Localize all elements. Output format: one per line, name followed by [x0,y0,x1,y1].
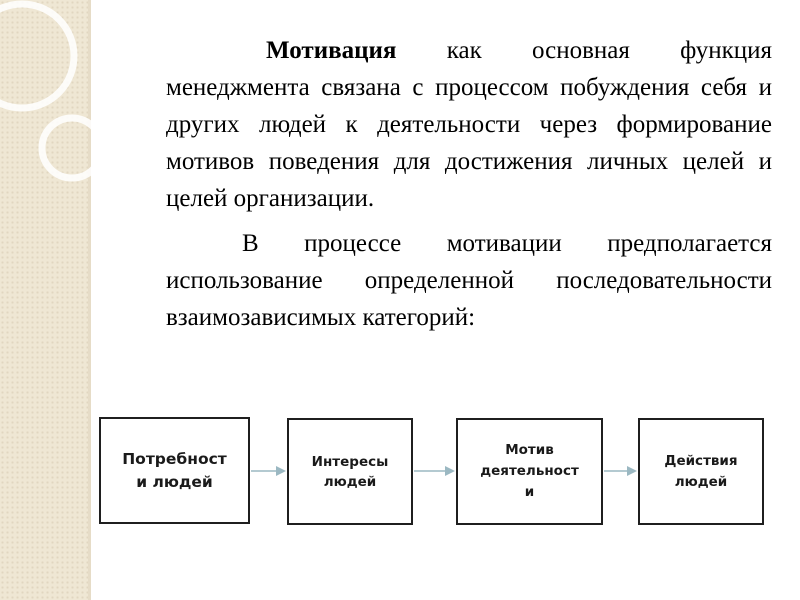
flow-box-needs [99,417,250,524]
flow-box-motive-label: Мотив деятельност и [480,442,579,500]
flow-box-actions [638,418,764,525]
flow-box-motive [456,418,603,525]
term-motivation: Мотивация [266,37,397,64]
paragraph-process: В процессе мотивации предполагается использование определенной последовательности взаимозависимых категорий: [166,230,772,331]
flow-box-needs-label: Потребност и людей [122,449,227,491]
flow-box-actions-label: Действия людей [664,452,738,490]
flow-box-interests [287,418,413,525]
flow-box-interests-label: Интересы людей [311,453,389,490]
paragraph-motivation-body: как основная функция менеджмента связана с процессом побуждения себя и других людей к деятельности через формирование мотивов поведения для достижения личных целей и целей организации. [166,37,772,212]
